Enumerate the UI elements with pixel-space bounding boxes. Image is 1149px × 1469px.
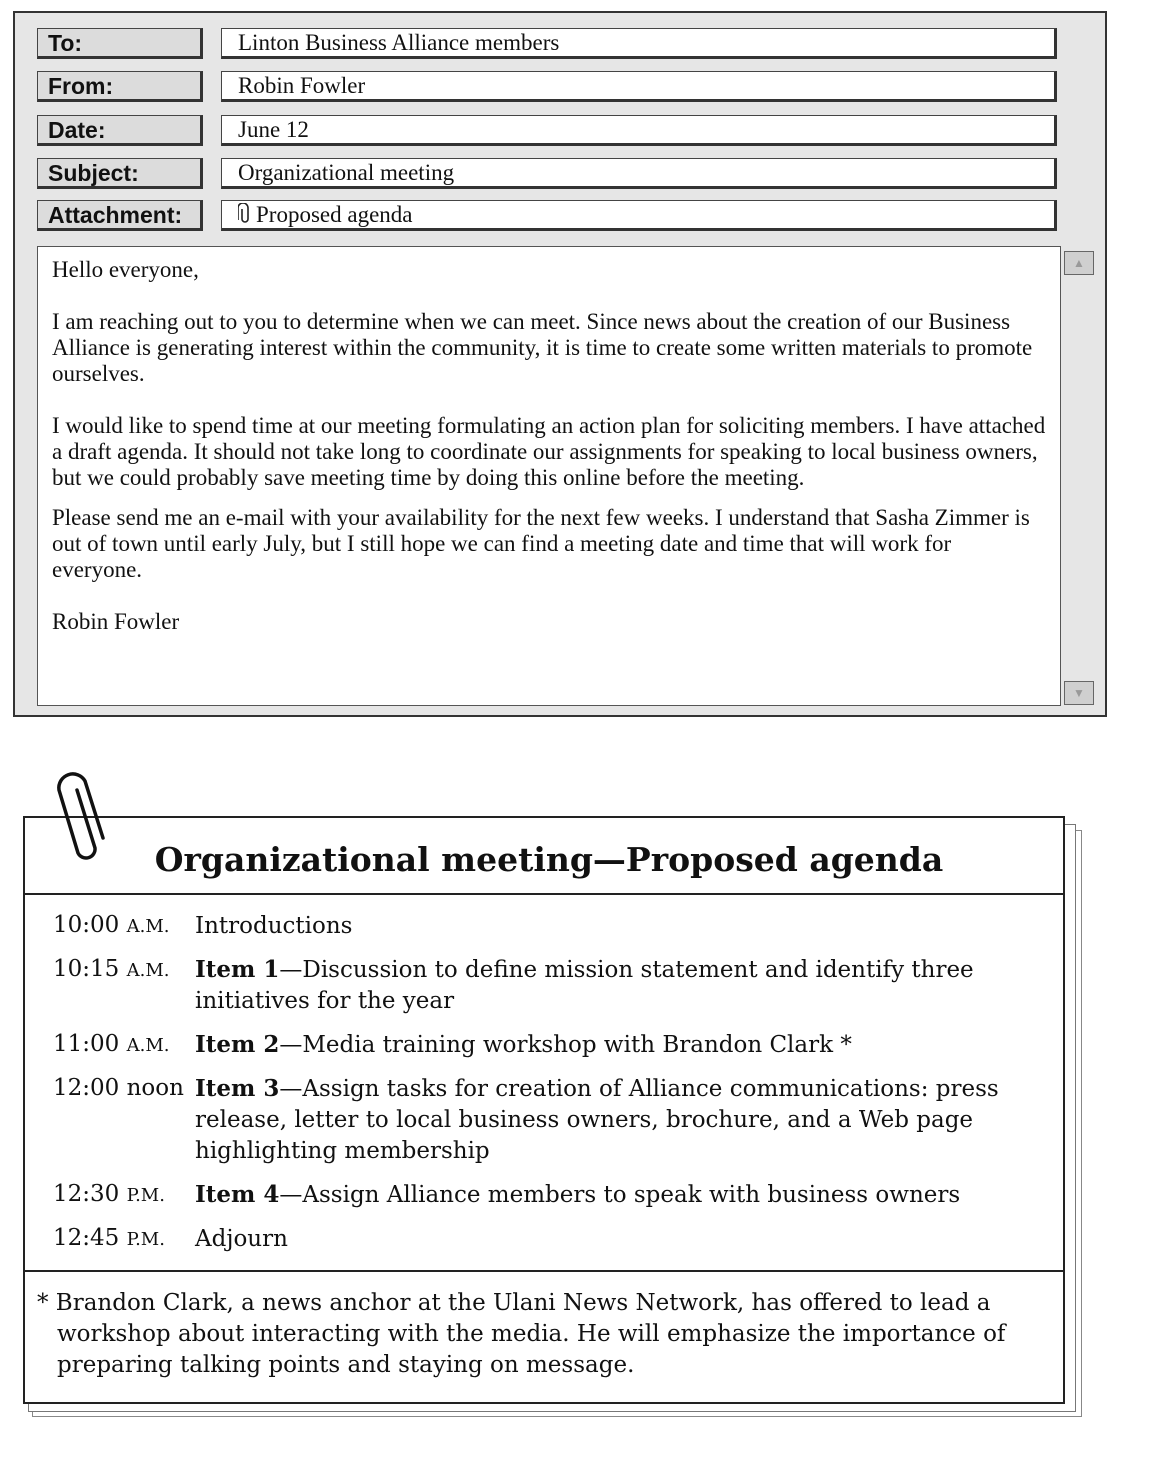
agenda-description: Item 3—Assign tasks for creation of Alliance communications: press release, letter to local business owners, brochure, and a Web page highlighting membership — [195, 1075, 999, 1164]
scroll-up-button[interactable] — [1064, 251, 1094, 275]
scroll-down-button[interactable] — [1064, 681, 1094, 705]
agenda-description: Item 1—Discussion to define mission statement and identify three initiatives for the year — [195, 956, 974, 1014]
arrow-up-icon: ▲ — [1073, 255, 1085, 270]
email-body[interactable] — [37, 246, 1061, 706]
agenda-title: Organizational meeting—Proposed agenda — [25, 818, 1063, 895]
attachment-label: Attachment: — [37, 200, 203, 231]
agenda-item — [53, 1073, 1038, 1167]
agenda-time: 10:00 A.M. — [53, 912, 170, 938]
agenda-item — [53, 1179, 1038, 1211]
email-paragraph: Please send me an e-mail with your availability for the next few weeks. I understand that Sasha Zimmer is out of town until early July, but I still hope we can find a meeting date and time that will work for everyone. — [52, 505, 1030, 582]
agenda-description: Item 4—Assign Alliance members to speak with business owners — [195, 1181, 961, 1208]
email-signature: Robin Fowler — [52, 609, 180, 634]
agenda-item — [53, 1223, 1038, 1255]
agenda-document — [23, 816, 1065, 1404]
subject-field[interactable]: Organizational meeting — [221, 158, 1057, 189]
date-field[interactable]: June 12 — [221, 115, 1057, 146]
from-label: From: — [37, 71, 203, 102]
attachment-name[interactable]: Proposed agenda — [256, 202, 413, 227]
agenda-description: Adjourn — [195, 1226, 288, 1252]
subject-label: Subject: — [37, 158, 203, 189]
paperclip-icon — [238, 203, 252, 231]
agenda-description: Item 2—Media training workshop with Brandon Clark * — [195, 1031, 852, 1058]
agenda-time: 10:15 A.M. — [53, 956, 170, 982]
attachment-field[interactable] — [221, 200, 1057, 231]
agenda-item — [53, 910, 1038, 942]
email-window — [13, 11, 1107, 717]
email-paragraph: I would like to spend time at our meeting formulating an action plan for soliciting members. I have attached a draft agenda. It should not take long to coordinate our assignments for speaking to local business owners, but we could probably save meeting time by doing this online before the meeting. — [52, 413, 1046, 490]
agenda-time: 12:00 noon — [53, 1075, 184, 1101]
date-label: Date: — [37, 115, 203, 146]
agenda-item — [53, 954, 1038, 1017]
agenda-time: 12:30 P.M. — [53, 1181, 165, 1207]
paperclip-icon — [55, 760, 115, 867]
to-field[interactable]: Linton Business Alliance members — [221, 28, 1057, 59]
agenda-description: Introductions — [195, 913, 353, 939]
agenda-footnote-section — [25, 1270, 1063, 1404]
agenda-time: 11:00 A.M. — [53, 1031, 170, 1057]
arrow-down-icon: ▼ — [1073, 685, 1085, 700]
to-label: To: — [37, 28, 203, 59]
agenda-time: 12:45 P.M. — [53, 1225, 165, 1251]
agenda-item — [53, 1029, 1038, 1061]
from-field[interactable]: Robin Fowler — [221, 71, 1057, 102]
email-paragraph: I am reaching out to you to determine when we can meet. Since news about the creation of our Business Alliance is generating interest within the community, it is time to create some written materials to promote ourselves. — [52, 309, 1033, 386]
email-greeting: Hello everyone, — [52, 257, 199, 282]
agenda-list — [53, 910, 1038, 1267]
agenda-footnote: * Brandon Clark, a news anchor at the Ulani News Network, has offered to lead a workshop about interacting with the media. He will emphasize the importance of preparing talking points and staying on message. — [37, 1290, 1006, 1378]
